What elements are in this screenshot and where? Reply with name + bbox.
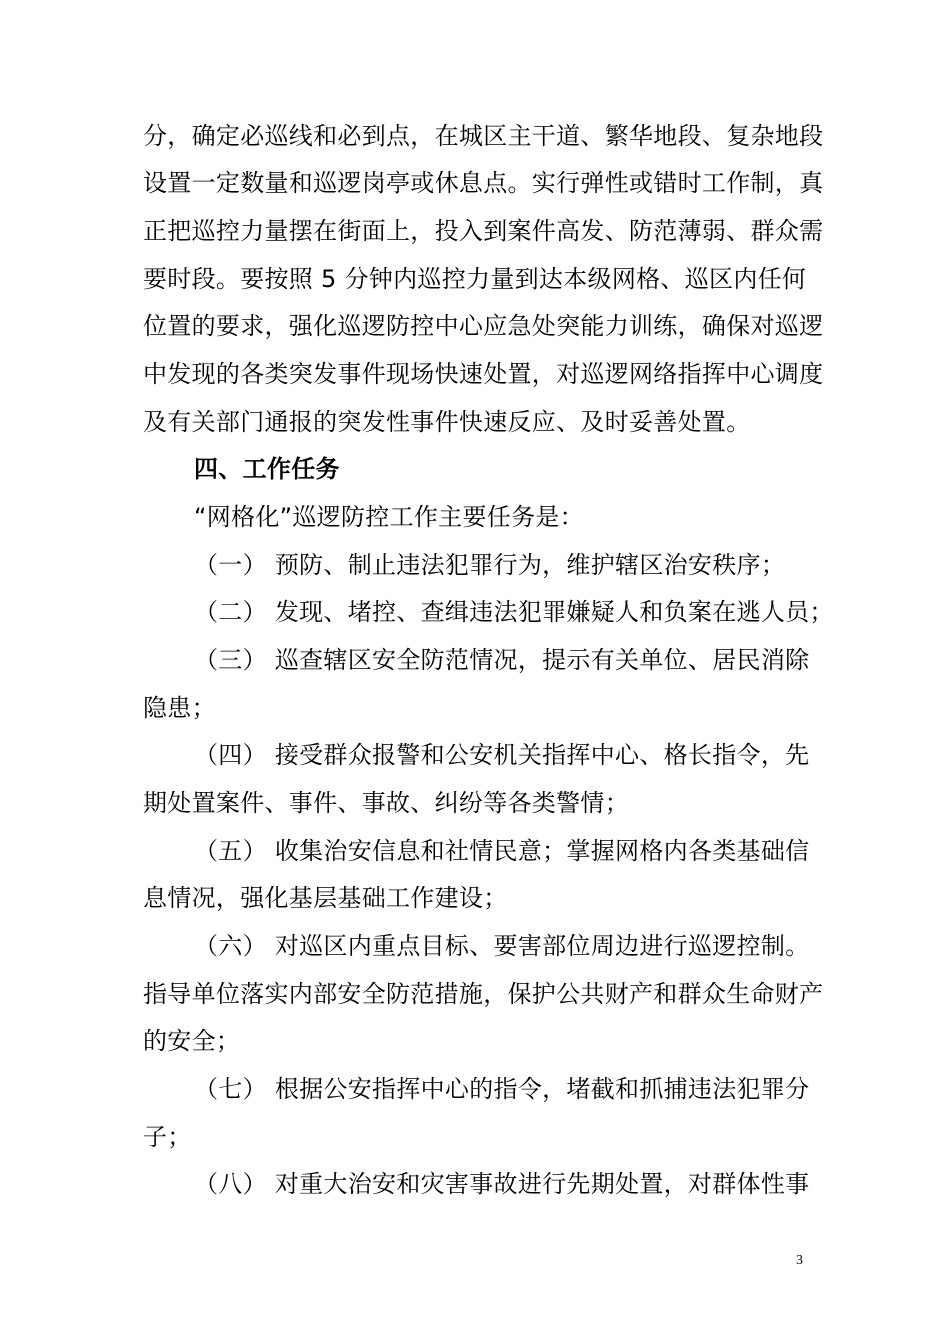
body-line: 分，确定必巡线和必到点，在城区主干道、繁华地段、复杂地段 — [143, 122, 824, 150]
body-line: 正把巡控力量摆在街面上，投入到案件高发、防范薄弱、群众需 — [143, 217, 824, 245]
page-number: 3 — [796, 1253, 803, 1268]
list-item-continuation: 指导单位落实内部安全防范措施，保护公共财产和群众生命财产 — [143, 980, 824, 1008]
list-item-continuation: 隐患； — [143, 694, 216, 722]
list-item: （七） 根据公安指挥中心的指令，堵截和抓捕违法犯罪分 — [194, 1075, 810, 1103]
list-item: （二） 发现、堵控、查缉违法犯罪嫌疑人和负案在逃人员； — [194, 598, 834, 626]
list-item: （八） 对重大治安和灾害事故进行先期处置，对群体性事 — [194, 1170, 810, 1198]
body-line: “网格化”巡逻防控工作主要任务是： — [194, 503, 584, 531]
list-item: （三） 巡查辖区安全防范情况，提示有关单位、居民消除 — [194, 646, 810, 674]
body-line: 设置一定数量和巡逻岗亭或休息点。实行弹性或错时工作制，真 — [143, 169, 824, 197]
list-item-continuation: 子； — [143, 1123, 192, 1151]
list-item: （六） 对巡区内重点目标、要害部位周边进行巡逻控制。 — [194, 932, 810, 960]
body-line: 中发现的各类突发事件现场快速处置，对巡逻网络指挥中心调度 — [143, 360, 824, 388]
section-heading: 四、工作任务 — [194, 455, 340, 483]
list-item-continuation: 的安全； — [143, 1027, 241, 1055]
list-item-continuation: 期处置案件、事件、事故、纠纷等各类警情； — [143, 789, 629, 817]
list-item: （一） 预防、制止违法犯罪行为，维护辖区治安秩序； — [194, 551, 786, 579]
list-item: （四） 接受群众报警和公安机关指挥中心、格长指令，先 — [194, 741, 810, 769]
body-line: 要时段。要按照 5 分钟内巡控力量到达本级网格、巡区内任何 — [143, 265, 807, 293]
body-line: 及有关部门通报的突发性事件快速反应、及时妥善处置。 — [143, 408, 751, 436]
list-item: （五） 收集治安信息和社情民意；掌握网格内各类基础信 — [194, 837, 810, 865]
body-line: 位置的要求，强化巡逻防控中心应急处突能力训练，确保对巡逻 — [143, 312, 824, 340]
list-item-continuation: 息情况，强化基层基础工作建设； — [143, 884, 508, 912]
